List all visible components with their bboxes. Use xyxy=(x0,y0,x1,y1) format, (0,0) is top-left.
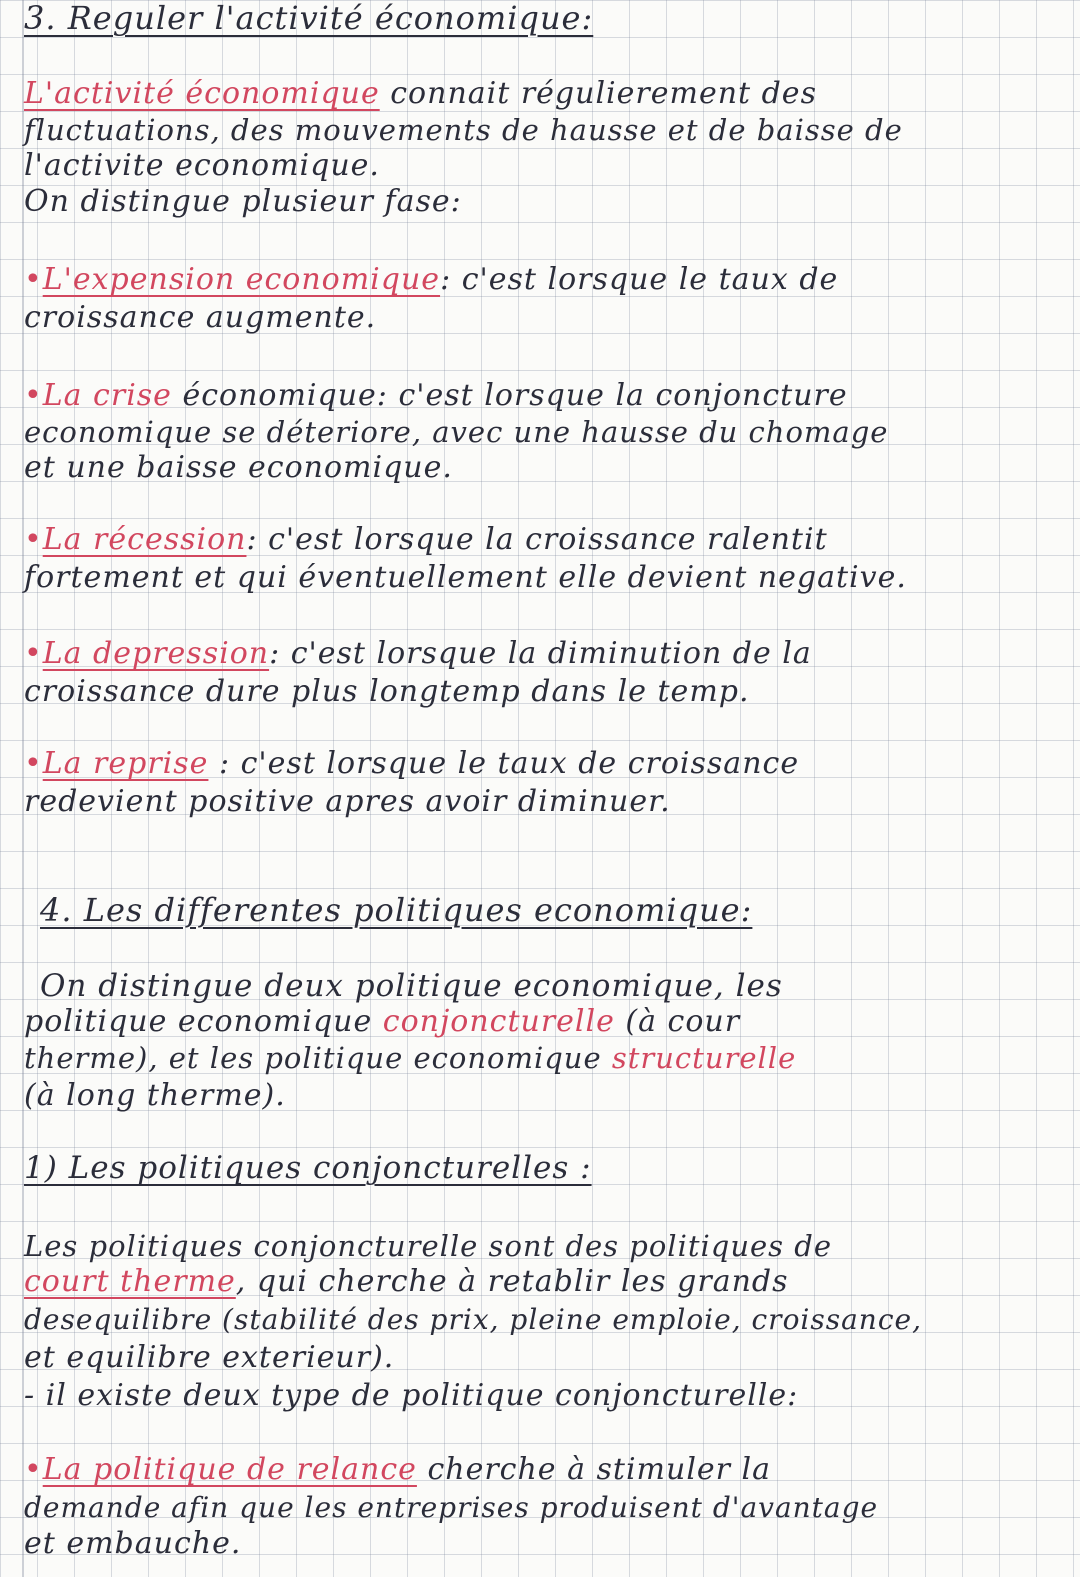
section-4-title-text: 4. Les differentes politiques economique: xyxy=(40,891,753,929)
phase-recession-line-2: fortement et qui éventuellement elle devient negative. xyxy=(24,560,907,595)
s4-text: therme), et les politique economique xyxy=(24,1041,612,1075)
bullet-icon: • xyxy=(24,378,43,413)
phase-reprise-line-2: redevient positive apres avoir diminuer. xyxy=(24,784,671,819)
subsection-1-title-text: 1) Les politiques conjoncturelles : xyxy=(24,1150,592,1186)
relance-term: La politique de relance xyxy=(42,1452,417,1487)
phase-sep xyxy=(172,378,183,413)
bullet-icon: • xyxy=(24,262,43,297)
sub1-line-3: desequilibre (stabilité des prix, pleine emploie, croissance, xyxy=(24,1303,922,1336)
phase-sep: : xyxy=(208,746,241,781)
bullet-icon: • xyxy=(24,746,43,781)
phase-sep: : xyxy=(269,636,291,671)
phase-depression-line-2: croissance dure plus longtemp dans le temp. xyxy=(24,674,750,709)
s4-term-structurelle: structurelle xyxy=(611,1041,797,1075)
s4-text: (à cour xyxy=(614,1004,741,1039)
phase-reprise xyxy=(24,746,799,782)
s4-term-conjoncturelle: conjoncturelle xyxy=(382,1004,615,1039)
phase-term: La depression xyxy=(42,636,270,671)
phase-expansion xyxy=(24,262,838,298)
relance-line-1 xyxy=(24,1452,771,1488)
intro-line-1 xyxy=(24,76,817,112)
sub1-line-5: - il existe deux type de politique conjoncturelle: xyxy=(24,1378,799,1413)
bullet-icon: • xyxy=(24,636,43,671)
sub1-term-court-therme: court therme xyxy=(24,1264,236,1299)
phase-depression xyxy=(24,636,812,672)
phase-sep: : xyxy=(246,522,269,557)
phase-term: L'expension economique xyxy=(42,262,441,297)
s4-para-line-1: On distingue deux politique economique, les xyxy=(40,968,783,1004)
intro-line-4: On distingue plusieur fase: xyxy=(24,184,462,219)
s4-para-line-3 xyxy=(24,1040,796,1076)
sub1-line-4: et equilibre exterieur). xyxy=(24,1340,395,1375)
phase-text: c'est lorsque la croissance ralentit xyxy=(268,522,828,557)
phase-crise-line-3: et une baisse economique. xyxy=(24,450,453,485)
sub1-text: , qui cherche à retablir les grands xyxy=(235,1264,789,1299)
s4-para-line-4: (à long therme). xyxy=(24,1078,286,1113)
bullet-icon: • xyxy=(24,1452,43,1487)
bullet-icon: • xyxy=(24,522,43,557)
phase-recession xyxy=(24,522,828,558)
phase-term: La crise xyxy=(42,378,172,413)
sub1-line-1: Les politiques conjoncturelle sont des politiques de xyxy=(24,1229,833,1263)
phase-text: c'est lorsque le taux de croissance xyxy=(240,746,800,781)
section-4-title xyxy=(40,892,752,928)
phase-crise-line-2: economique se déteriore, avec une hausse du chomage xyxy=(24,415,889,449)
phase-sep: : xyxy=(440,262,462,297)
relance-line-2: demande afin que les entreprises produisent d'avantage xyxy=(24,1491,879,1524)
sub1-line-2 xyxy=(24,1264,789,1300)
intro-line-3: l'activite economique. xyxy=(24,148,380,183)
phase-text: économique: c'est lorsque la conjoncture xyxy=(182,378,848,413)
phase-term: La récession xyxy=(42,522,247,557)
phase-expansion-line-2: croissance augmente. xyxy=(24,300,377,335)
relance-text: cherche à stimuler la xyxy=(416,1452,772,1487)
phase-term: La reprise xyxy=(42,746,209,781)
intro-term: L'activité économique xyxy=(24,76,380,111)
relance-line-3: et embauche. xyxy=(24,1526,242,1561)
phase-text: c'est lorsque le taux de xyxy=(461,262,839,297)
intro-text: connait régulierement des xyxy=(379,76,817,111)
section-3-title-text: 3. Reguler l'activité économique: xyxy=(24,0,594,37)
phase-text: c'est lorsque la diminution de la xyxy=(290,636,812,671)
intro-line-2: fluctuations, des mouvements de hausse et de baisse de xyxy=(24,113,903,147)
subsection-1-title xyxy=(24,1150,592,1186)
s4-text: politique economique xyxy=(24,1004,383,1039)
s4-para-line-2 xyxy=(24,1004,740,1040)
section-3-title xyxy=(24,0,593,36)
phase-crise xyxy=(24,378,848,414)
